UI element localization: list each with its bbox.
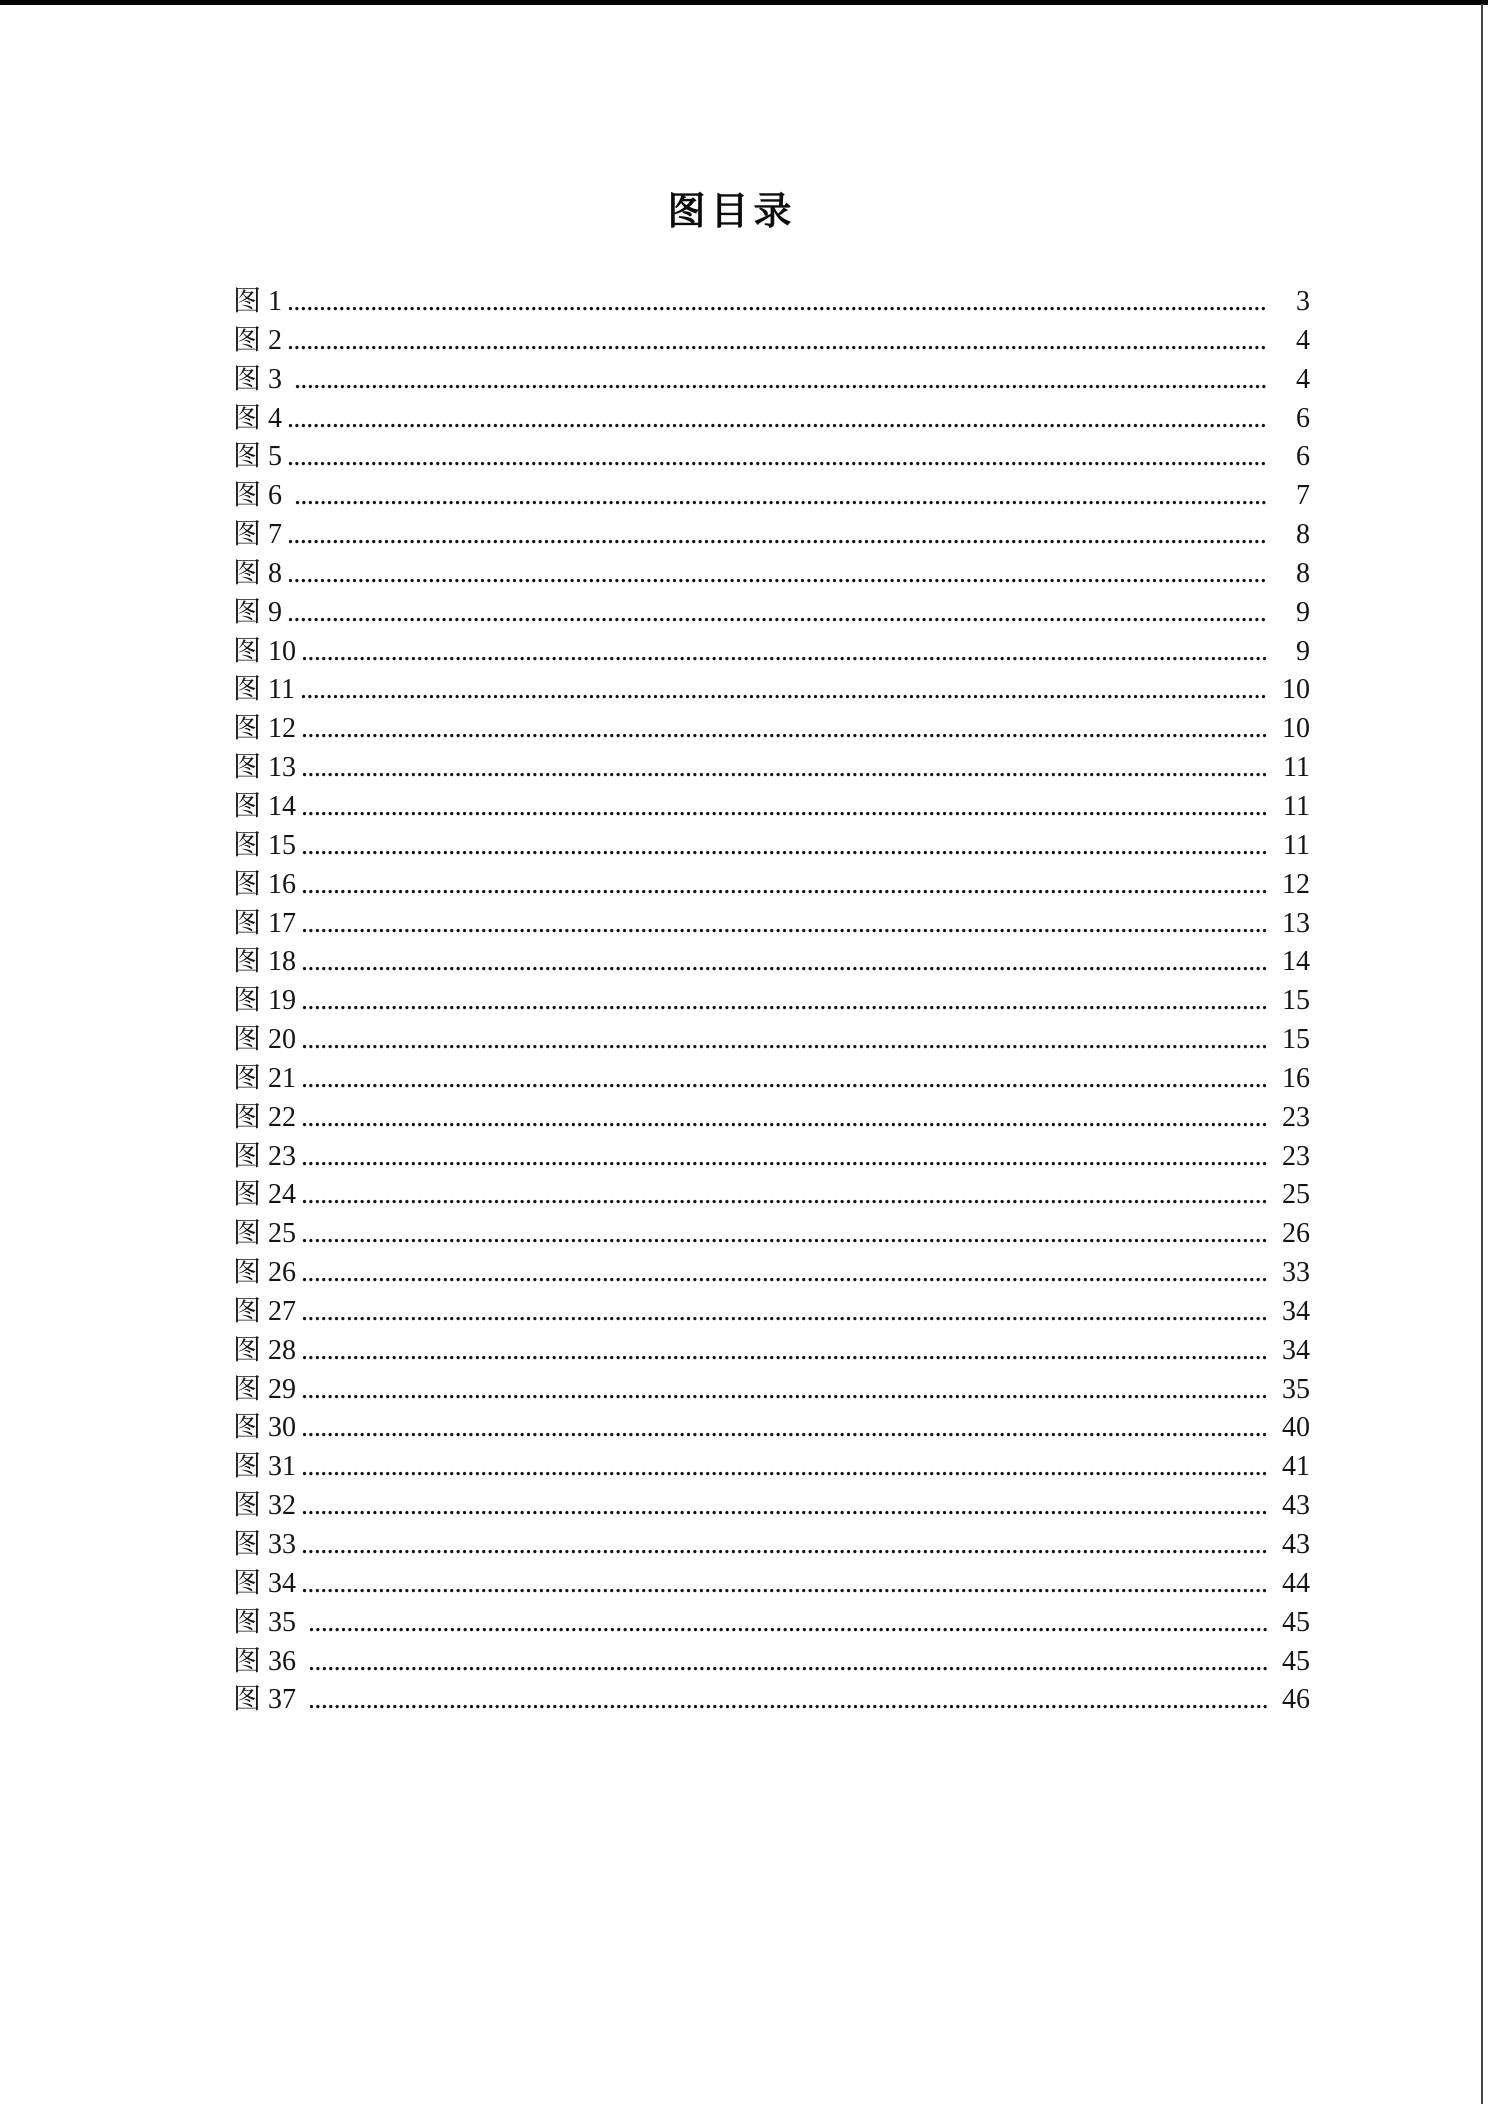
toc-page-number: 13 bbox=[1282, 907, 1310, 939]
toc-leader-dots bbox=[301, 1254, 1268, 1293]
toc-page-number: 8 bbox=[1296, 519, 1310, 551]
toc-page-number: 6 bbox=[1296, 402, 1310, 434]
toc-page-number: 25 bbox=[1282, 1179, 1310, 1211]
toc-page-number: 11 bbox=[1283, 829, 1310, 861]
toc-entry[interactable] bbox=[233, 361, 1310, 400]
toc-entry[interactable] bbox=[233, 1487, 1310, 1526]
toc-page-number: 4 bbox=[1296, 363, 1310, 395]
toc-page-number: 6 bbox=[1296, 441, 1310, 473]
page-right-edge bbox=[1481, 4, 1483, 2104]
toc-leader-dots bbox=[301, 1409, 1268, 1448]
toc-entry[interactable] bbox=[233, 1371, 1310, 1410]
toc-leader-dots bbox=[301, 827, 1268, 866]
toc-leader-dots bbox=[308, 1604, 1268, 1643]
toc-entry[interactable] bbox=[233, 1176, 1310, 1215]
toc-entry[interactable] bbox=[233, 827, 1310, 866]
toc-leader-dots bbox=[294, 361, 1268, 400]
toc-entry-label: 图 6 bbox=[233, 480, 290, 512]
toc-entry[interactable] bbox=[233, 1643, 1310, 1682]
page-title: 图目录 bbox=[667, 191, 797, 233]
toc-entry[interactable] bbox=[233, 1293, 1310, 1332]
toc-entry-label: 图 7 bbox=[233, 519, 283, 551]
toc-entry-label: 图 16 bbox=[233, 868, 297, 900]
toc-leader-dots bbox=[301, 982, 1268, 1021]
toc-entry[interactable] bbox=[233, 400, 1310, 439]
toc-entry[interactable] bbox=[233, 438, 1310, 477]
toc-entry-label: 图 1 bbox=[233, 286, 283, 317]
toc-entry-label: 图 9 bbox=[233, 596, 283, 628]
toc-page-number: 9 bbox=[1296, 635, 1310, 667]
toc-page-number: 43 bbox=[1282, 1490, 1310, 1522]
toc-leader-dots bbox=[287, 516, 1268, 555]
toc-entry-label: 图 30 bbox=[233, 1412, 297, 1444]
toc-entry-label: 图 5 bbox=[233, 441, 283, 473]
toc-entry-label: 图 2 bbox=[233, 324, 283, 356]
toc-entry-label: 图 34 bbox=[233, 1567, 297, 1599]
toc-entry[interactable] bbox=[233, 671, 1310, 710]
toc-entry-label: 图 20 bbox=[233, 1024, 297, 1056]
toc-entry-label: 图 32 bbox=[233, 1490, 297, 1522]
toc-entry[interactable] bbox=[233, 866, 1310, 905]
toc-page-number: 34 bbox=[1282, 1334, 1310, 1366]
toc-entry[interactable] bbox=[233, 1215, 1310, 1254]
toc-leader-dots bbox=[301, 788, 1268, 827]
toc-leader-dots bbox=[301, 1526, 1268, 1565]
toc-page-number: 45 bbox=[1282, 1645, 1310, 1677]
toc-leader-dots bbox=[301, 749, 1268, 788]
toc-list bbox=[233, 283, 1310, 1720]
toc-entry-label: 图 27 bbox=[233, 1295, 297, 1327]
toc-entry[interactable] bbox=[233, 1526, 1310, 1565]
toc-page-number: 44 bbox=[1282, 1567, 1310, 1599]
toc-leader-dots bbox=[301, 1332, 1268, 1371]
toc-leader-dots bbox=[301, 1293, 1268, 1332]
toc-entry[interactable] bbox=[233, 1099, 1310, 1138]
toc-entry[interactable] bbox=[233, 1604, 1310, 1643]
toc-leader-dots bbox=[301, 1060, 1268, 1099]
toc-page-number: 11 bbox=[1283, 790, 1310, 822]
toc-leader-dots bbox=[301, 866, 1268, 905]
toc-page-number: 41 bbox=[1282, 1451, 1310, 1483]
toc-entry-label: 图 26 bbox=[233, 1257, 297, 1289]
toc-entry[interactable] bbox=[233, 1254, 1310, 1293]
toc-entry[interactable] bbox=[233, 1021, 1310, 1060]
toc-entry[interactable] bbox=[233, 1409, 1310, 1448]
toc-entry[interactable] bbox=[233, 594, 1310, 633]
toc-entry-label: 图 28 bbox=[233, 1334, 297, 1366]
toc-entry[interactable] bbox=[233, 283, 1310, 322]
toc-page-number: 9 bbox=[1296, 596, 1310, 628]
toc-entry[interactable] bbox=[233, 749, 1310, 788]
toc-entry-label: 图 37 bbox=[233, 1684, 304, 1716]
toc-entry[interactable] bbox=[233, 633, 1310, 672]
toc-entry[interactable] bbox=[233, 477, 1310, 516]
toc-entry-label: 图 14 bbox=[233, 790, 297, 822]
toc-entry-label: 图 21 bbox=[233, 1062, 297, 1094]
toc-page-number: 33 bbox=[1282, 1257, 1310, 1289]
toc-page-number: 10 bbox=[1282, 713, 1310, 745]
toc-leader-dots bbox=[287, 400, 1268, 439]
toc-entry-label: 图 19 bbox=[233, 985, 297, 1017]
toc-page-number: 11 bbox=[1283, 752, 1310, 784]
toc-page-number: 23 bbox=[1282, 1140, 1310, 1172]
toc-entry[interactable] bbox=[233, 1138, 1310, 1177]
toc-entry-label: 图 4 bbox=[233, 402, 283, 434]
toc-entry[interactable] bbox=[233, 788, 1310, 827]
toc-leader-dots bbox=[301, 1099, 1268, 1138]
toc-leader-dots bbox=[301, 1448, 1268, 1487]
toc-entry[interactable] bbox=[233, 905, 1310, 944]
toc-entry-label: 图 12 bbox=[233, 713, 297, 745]
toc-entry-label: 图 31 bbox=[233, 1451, 297, 1483]
page-top-edge bbox=[0, 0, 1488, 5]
toc-entry[interactable] bbox=[233, 1681, 1310, 1720]
toc-entry[interactable] bbox=[233, 555, 1310, 594]
toc-leader-dots bbox=[301, 905, 1268, 944]
toc-entry-label: 图 33 bbox=[233, 1529, 297, 1560]
toc-leader-dots bbox=[301, 1021, 1268, 1060]
toc-page-number: 23 bbox=[1282, 1101, 1310, 1133]
toc-leader-dots bbox=[301, 1487, 1268, 1526]
toc-entry-label: 图 3 bbox=[233, 363, 290, 395]
toc-entry-label: 图 25 bbox=[233, 1218, 297, 1250]
toc-entry-label: 图 11 bbox=[233, 674, 295, 706]
toc-entry-label: 图 36 bbox=[233, 1645, 304, 1677]
toc-page-number: 12 bbox=[1282, 868, 1310, 900]
toc-entry-label: 图 8 bbox=[233, 557, 283, 589]
toc-page-number: 26 bbox=[1282, 1218, 1310, 1250]
toc-entry[interactable] bbox=[233, 982, 1310, 1021]
toc-entry[interactable] bbox=[233, 322, 1310, 361]
toc-page-number: 4 bbox=[1296, 324, 1310, 356]
toc-leader-dots bbox=[301, 943, 1268, 982]
toc-entry-label: 图 35 bbox=[233, 1606, 304, 1638]
toc-entry[interactable] bbox=[233, 1565, 1310, 1604]
toc-page-number: 8 bbox=[1296, 557, 1310, 589]
toc-page-number: 7 bbox=[1296, 480, 1310, 512]
toc-leader-dots bbox=[308, 1681, 1268, 1720]
toc-leader-dots bbox=[294, 477, 1268, 516]
toc-leader-dots bbox=[301, 1215, 1268, 1254]
toc-entry[interactable] bbox=[233, 943, 1310, 982]
toc-page-number: 15 bbox=[1282, 1024, 1310, 1056]
toc-entry-label: 图 10 bbox=[233, 635, 297, 667]
toc-leader-dots bbox=[287, 555, 1268, 594]
toc-entry[interactable] bbox=[233, 516, 1310, 555]
toc-page-number: 16 bbox=[1282, 1062, 1310, 1094]
toc-leader-dots bbox=[301, 1565, 1268, 1604]
toc-page-number: 35 bbox=[1282, 1373, 1310, 1405]
toc-page-number: 14 bbox=[1282, 946, 1310, 978]
toc-page-number: 10 bbox=[1282, 674, 1310, 706]
toc-page-number: 45 bbox=[1282, 1606, 1310, 1638]
toc-entry-label: 图 18 bbox=[233, 946, 297, 978]
toc-leader-dots bbox=[308, 1643, 1268, 1682]
toc-entry-label: 图 29 bbox=[233, 1373, 297, 1405]
toc-page-number: 43 bbox=[1282, 1529, 1310, 1560]
toc-entry-label: 图 13 bbox=[233, 752, 297, 784]
toc-entry-label: 图 17 bbox=[233, 907, 297, 939]
toc-entry[interactable] bbox=[233, 1060, 1310, 1099]
toc-leader-dots bbox=[301, 710, 1268, 749]
toc-page-number: 34 bbox=[1282, 1295, 1310, 1327]
toc-page-number: 3 bbox=[1296, 286, 1310, 317]
toc-entry[interactable] bbox=[233, 1448, 1310, 1487]
toc-leader-dots bbox=[287, 594, 1268, 633]
toc-leader-dots bbox=[301, 1138, 1268, 1177]
toc-page-number: 46 bbox=[1282, 1684, 1310, 1716]
toc-leader-dots bbox=[301, 1176, 1268, 1215]
toc-leader-dots bbox=[301, 633, 1268, 672]
toc-page-number: 15 bbox=[1282, 985, 1310, 1017]
toc-entry-label: 图 22 bbox=[233, 1101, 297, 1133]
toc-leader-dots bbox=[287, 283, 1268, 322]
toc-entry-label: 图 24 bbox=[233, 1179, 297, 1211]
toc-entry[interactable] bbox=[233, 1332, 1310, 1371]
toc-leader-dots bbox=[301, 1371, 1268, 1410]
toc-entry-label: 图 15 bbox=[233, 829, 297, 861]
toc-entry-label: 图 23 bbox=[233, 1140, 297, 1172]
toc-leader-dots bbox=[287, 322, 1268, 361]
toc-leader-dots bbox=[287, 438, 1268, 477]
toc-page-number: 40 bbox=[1282, 1412, 1310, 1444]
toc-leader-dots bbox=[300, 671, 1268, 710]
toc-entry[interactable] bbox=[233, 710, 1310, 749]
